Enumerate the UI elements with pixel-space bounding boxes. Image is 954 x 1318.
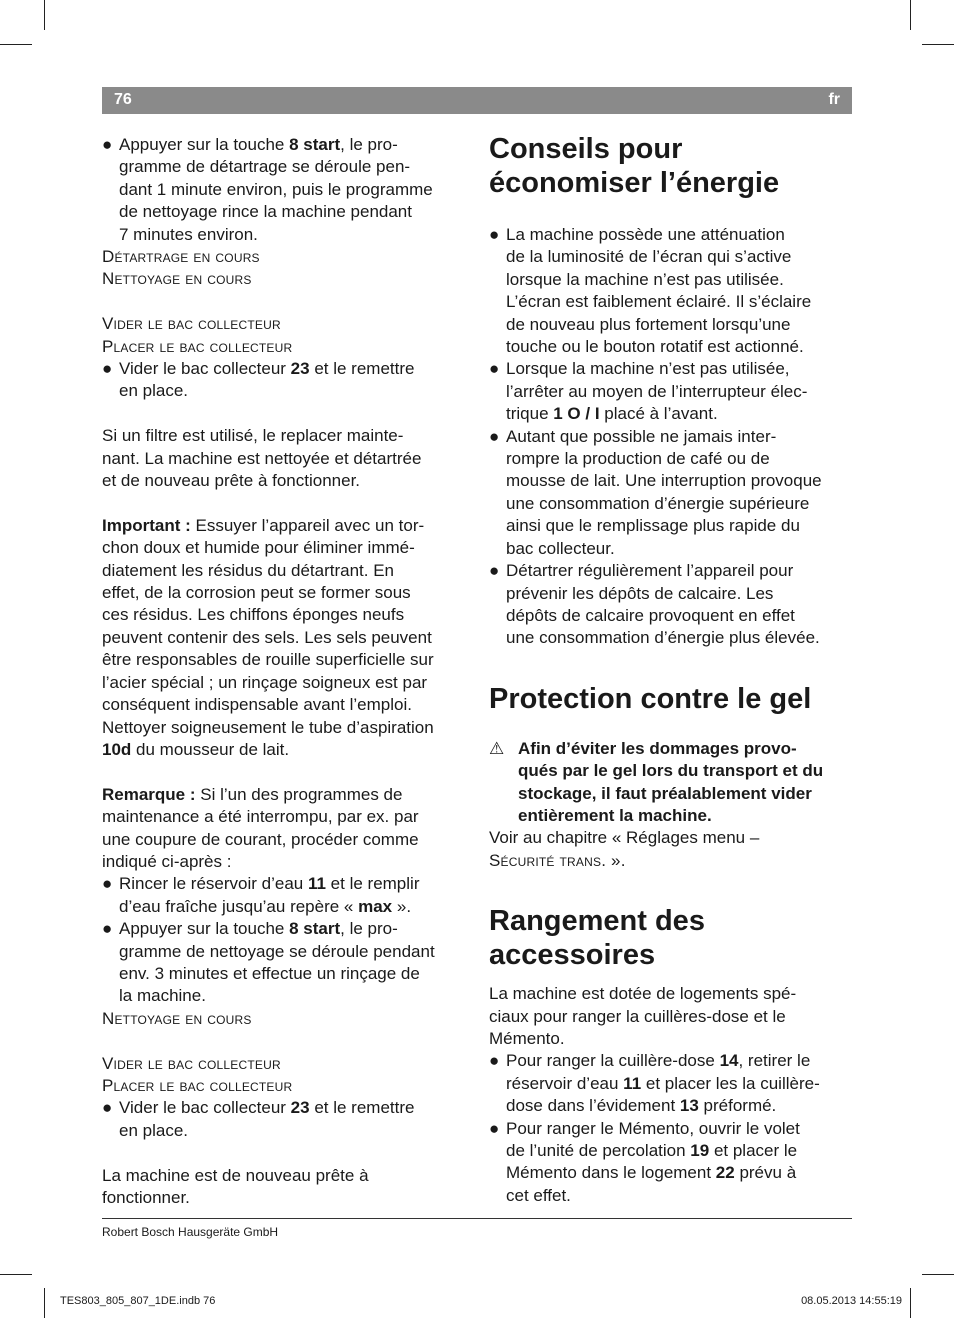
bullet-icon: ● bbox=[102, 359, 113, 379]
section-heading-frost: Protection contre le gel bbox=[489, 682, 812, 715]
bullet-icon: ● bbox=[489, 1118, 500, 1138]
list-item: ● Détartrer régulièrement l’appareil pour prévenir les dépôts de calcaire. Les dépôts de calcaire provoquent en effet une consommation d’énergie plus élevée. bbox=[489, 561, 820, 648]
important-note: Important : Essuyer l’appareil avec un tor- chon doux et humide pour éliminer immé- diatement les résidus du détartrant. En effet, de la corrosion peut se former sous ces résidus. Les chiffons éponges neufs peuvent contenir des sels. Les sels peuvent être responsables de rouille superficielle sur l’acier spécial ; un rinçage soigneux est par conséquent indispensable avant l’emploi. Nettoyer soigneusement le tube d’aspiration 10d du mousseur de lait. bbox=[102, 515, 434, 759]
crop-mark bbox=[910, 0, 911, 30]
display-message: Vider le bac collecteur bbox=[102, 314, 281, 334]
list-item: ● Vider le bac collecteur 23 et le remettre en place. bbox=[102, 1098, 415, 1140]
page-number: 76 bbox=[114, 91, 132, 108]
paragraph: La machine est de nouveau prête à fonctionner. bbox=[102, 1165, 369, 1207]
list-item: ● Pour ranger la cuillère-dose 14, retirer le réservoir d’eau 11 et placer les la cuillère- dose dans l’évidement 13 préformé. bbox=[489, 1051, 820, 1116]
crop-mark bbox=[0, 44, 32, 45]
display-message: Vider le bac collecteur bbox=[102, 1053, 281, 1073]
list-item: ● Lorsque la machine n’est pas utilisée, l’arrêter au moyen de l’interrupteur élec- trique 1 O / I placé à l’avant. bbox=[489, 359, 808, 424]
list-item: ● Rincer le réservoir d’eau 11 et le remplir d’eau fraîche jusqu’au repère « max ». bbox=[102, 874, 420, 916]
display-message: Placer le bac collecteur bbox=[102, 1075, 293, 1095]
list-item: ● Pour ranger le Mémento, ouvrir le volet de l’unité de percolation 19 et placer le Mémento dans le logement 22 prévu à cet effet. bbox=[489, 1118, 800, 1205]
display-message: Nettoyage en cours bbox=[102, 1008, 252, 1028]
language-code: fr bbox=[828, 91, 840, 108]
bullet-icon: ● bbox=[489, 561, 500, 581]
bullet-icon: ● bbox=[102, 1098, 113, 1118]
crop-mark bbox=[44, 1288, 45, 1318]
display-message: Placer le bac collecteur bbox=[102, 336, 293, 356]
display-message: Nettoyage en cours bbox=[102, 269, 252, 289]
warning-icon: ⚠ bbox=[489, 738, 505, 758]
bullet-icon: ● bbox=[102, 919, 113, 939]
list-item: ● La machine possède une atténuation de la luminosité de l’écran qui s’active lorsque la machine n’est pas utilisée. L’écran est faiblement éclairé. Il s’éclaire de nouveau plus fortement lorsqu’une touche ou le bouton rotatif est actionné. bbox=[489, 225, 812, 357]
warning-note: ⚠ Afin d’éviter les dommages provo- qués par le gel lors du transport et du stockage, il faut préalablement vider entièrement la machine. bbox=[489, 738, 824, 825]
footer-company: Robert Bosch Hausgeräte GmbH bbox=[102, 1225, 279, 1239]
bullet-icon: ● bbox=[489, 1051, 500, 1071]
section-heading-storage: Rangement des accessoires bbox=[489, 905, 705, 972]
crop-mark bbox=[922, 1274, 954, 1275]
list-item: ● Appuyer sur la touche 8 start, le pro- gramme de nettoyage se déroule pendant env. 3 minutes et effectue un rinçage de la machine. bbox=[102, 919, 435, 1006]
bullet-icon: ● bbox=[489, 426, 500, 446]
page-header-bar bbox=[102, 87, 852, 114]
print-slug-date: 08.05.2013 14:55:19 bbox=[801, 1295, 902, 1307]
section-heading-energy: Conseils pour économiser l’énergie bbox=[489, 133, 780, 199]
crop-mark bbox=[0, 1274, 32, 1275]
crop-mark bbox=[922, 44, 954, 45]
bullet-icon: ● bbox=[489, 359, 500, 379]
print-slug-file: TES803_805_807_1DE.indb 76 bbox=[60, 1295, 216, 1307]
footer-divider bbox=[102, 1218, 852, 1219]
bullet-icon: ● bbox=[102, 135, 113, 154]
remark-note: Remarque : Si l’un des programmes de maintenance a été interrompu, par ex. par une coupure de courant, procéder comme indiqué ci-après : bbox=[102, 784, 419, 871]
paragraph: Si un filtre est utilisé, le replacer mainte- nant. La machine est nettoyée et détartrée et de nouveau prête à fonctionner. bbox=[102, 426, 422, 491]
list-item: ● Autant que possible ne jamais inter- rompre la production de café ou de mousse de lait. Une interruption provoque une consommation d’énergie supérieure ainsi que le remplissage plus rapide du bac collecteur. bbox=[489, 426, 822, 558]
left-column bbox=[102, 134, 472, 1209]
right-column bbox=[489, 132, 857, 1207]
paragraph: Voir au chapitre « Réglages menu – Sécurité trans. ». bbox=[489, 828, 760, 870]
list-item: ● Vider le bac collecteur 23 et le remettre en place. bbox=[102, 359, 415, 401]
bullet-icon: ● bbox=[102, 874, 113, 894]
bullet-icon: ● bbox=[489, 225, 500, 244]
crop-mark bbox=[44, 0, 45, 30]
crop-mark bbox=[910, 1288, 911, 1318]
list-item: ● Appuyer sur la touche 8 start, le pro- gramme de détartrage se déroule pen- dant 1 minute environ, puis le programme de nettoyage rince la machine pendant 7 minutes environ. bbox=[102, 135, 433, 244]
paragraph: La machine est dotée de logements spé- ciaux pour ranger la cuillères-dose et le Mémento. bbox=[489, 984, 797, 1048]
display-message: Détartrage en cours bbox=[102, 247, 260, 267]
